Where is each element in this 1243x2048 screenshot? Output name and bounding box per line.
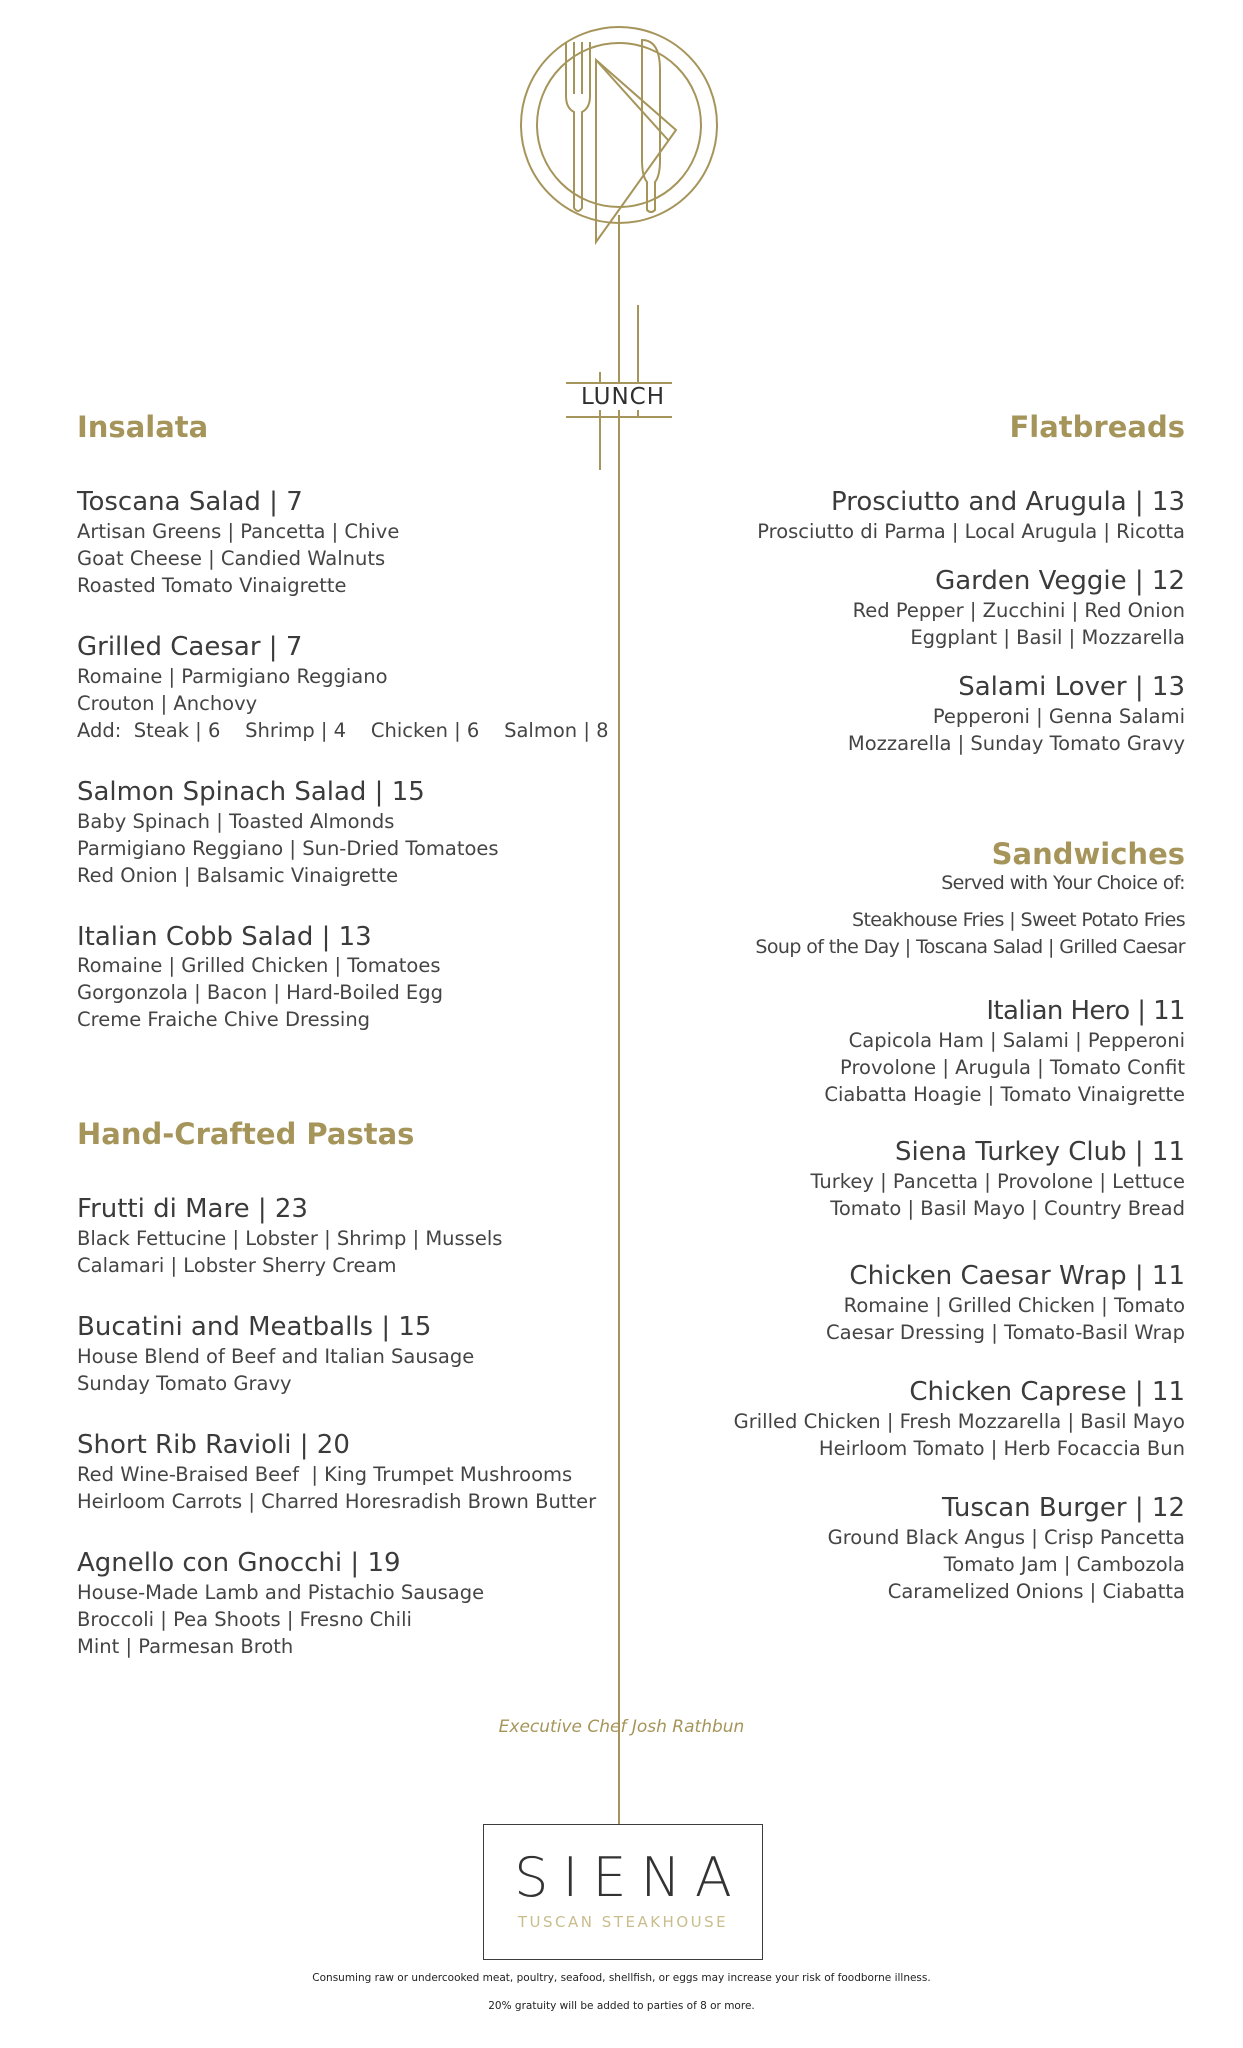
section-title: Flatbreads — [1009, 410, 1185, 444]
brand-logo — [483, 1824, 763, 1960]
item-name: Agnello con Gnocchi | 19 — [77, 1548, 401, 1579]
menu-item — [625, 1138, 1185, 1222]
menu-item — [625, 1262, 1185, 1346]
item-description: Red Pepper | Zucchini | Red Onion — [852, 598, 1185, 622]
item-name: Frutti di Mare | 23 — [77, 1194, 308, 1225]
menu-item — [77, 923, 637, 1034]
item-description: Heirloom Tomato | Herb Focaccia Bun — [818, 1437, 1185, 1461]
executive-chef-credit: Executive Chef Josh Rathbun — [498, 1717, 745, 1737]
item-description: Goat Cheese | Candied Walnuts — [77, 546, 386, 570]
brand-name: SIENA — [514, 1846, 746, 1909]
right-column — [625, 412, 1185, 1605]
item-name: Salami Lover | 13 — [958, 671, 1185, 702]
section-flatbreads — [625, 412, 1185, 757]
item-description: Romaine | Grilled Chicken | Tomato — [843, 1294, 1185, 1318]
section-sandwiches — [625, 836, 1185, 1605]
menu-item — [77, 1431, 637, 1515]
menu-item — [625, 567, 1185, 651]
item-name: Garden Veggie | 12 — [935, 565, 1185, 596]
item-description: Parmigiano Reggiano | Sun-Dried Tomatoes — [77, 836, 499, 860]
item-description: Caramelized Onions | Ciabatta — [887, 1579, 1185, 1603]
item-description: Red Onion | Balsamic Vinaigrette — [77, 863, 399, 887]
item-name: Salmon Spinach Salad | 15 — [77, 776, 425, 807]
item-description: Prosciutto di Parma | Local Arugula | Ricotta — [757, 519, 1185, 543]
item-description: Capicola Ham | Salami | Pepperoni — [848, 1029, 1185, 1053]
menu-label: LUNCH — [568, 384, 678, 410]
item-description: Sunday Tomato Gravy — [77, 1372, 292, 1396]
item-description: Tomato Jam | Cambozola — [943, 1552, 1185, 1576]
item-description: House-Made Lamb and Pistachio Sausage — [77, 1580, 485, 1604]
left-column — [77, 412, 637, 1660]
section-title: Hand-Crafted Pastas — [77, 1117, 415, 1152]
item-name: Toscana Salad | 7 — [77, 486, 303, 517]
menu-item — [77, 1549, 637, 1660]
item-description: House Blend of Beef and Italian Sausage — [77, 1345, 475, 1369]
item-name: Tuscan Burger | 12 — [941, 1493, 1185, 1524]
item-addons: Add: Steak | 6 Shrimp | 4 Chicken | 6 Salmon | 8 — [77, 718, 609, 742]
item-description: Gorgonzola | Bacon | Hard-Boiled Egg — [77, 981, 443, 1005]
section-title: Insalata — [77, 410, 209, 444]
section-title: Sandwiches — [991, 836, 1185, 871]
item-description: Heirloom Carrots | Charred Horesradish Brown Butter — [77, 1490, 597, 1514]
plate-fork-knife-icon — [521, 27, 717, 242]
item-name: Chicken Caprese | 11 — [909, 1377, 1185, 1408]
item-description: Artisan Greens | Pancetta | Chive — [77, 519, 400, 543]
item-description: Broccoli | Pea Shoots | Fresno Chili — [77, 1607, 412, 1631]
item-name: Chicken Caesar Wrap | 11 — [849, 1261, 1185, 1292]
food-safety-disclaimer: Consuming raw or undercooked meat, poultry, seafood, shellfish, or eggs may increase your risk of foodborne illness. — [312, 1972, 931, 1984]
menu-item — [625, 488, 1185, 545]
side-options — [625, 907, 1185, 961]
item-description: Roasted Tomato Vinaigrette — [77, 573, 347, 597]
item-description: Turkey | Pancetta | Provolone | Lettuce — [810, 1170, 1185, 1194]
side-option-line: Steakhouse Fries | Sweet Potato Fries — [852, 909, 1185, 932]
item-description: Crouton | Anchovy — [77, 691, 258, 715]
menu-item — [625, 673, 1185, 757]
item-name: Grilled Caesar | 7 — [77, 631, 303, 662]
item-description: Red Wine-Braised Beef | King Trumpet Mushrooms — [77, 1463, 573, 1487]
item-description: Ciabatta Hoagie | Tomato Vinaigrette — [824, 1083, 1185, 1107]
section-pastas — [77, 1119, 637, 1659]
item-name: Italian Cobb Salad | 13 — [77, 921, 372, 952]
menu-item — [625, 1494, 1185, 1605]
menu-item — [77, 1195, 637, 1279]
item-description: Pepperoni | Genna Salami — [932, 704, 1185, 728]
gratuity-note: 20% gratuity will be added to parties of 8 or more. — [488, 2000, 755, 2012]
item-name: Siena Turkey Club | 11 — [894, 1137, 1185, 1168]
item-name: Short Rib Ravioli | 20 — [77, 1430, 350, 1461]
item-description: Romaine | Grilled Chicken | Tomatoes — [77, 954, 441, 978]
item-name: Bucatini and Meatballs | 15 — [77, 1312, 432, 1343]
item-description: Provolone | Arugula | Tomato Confit — [840, 1056, 1185, 1080]
menu-item — [77, 488, 637, 599]
served-with-note: Served with Your Choice of: — [941, 872, 1185, 895]
brand-tagline: TUSCAN STEAKHOUSE — [517, 1913, 729, 1931]
item-description: Creme Fraiche Chive Dressing — [77, 1008, 371, 1032]
item-description: Ground Black Angus | Crisp Pancetta — [827, 1525, 1185, 1549]
item-description: Grilled Chicken | Fresh Mozzarella | Basil Mayo — [733, 1410, 1185, 1434]
item-description: Calamari | Lobster Sherry Cream — [77, 1254, 397, 1278]
menu-item — [625, 1378, 1185, 1462]
item-description: Eggplant | Basil | Mozzarella — [910, 625, 1185, 649]
item-description: Black Fettucine | Lobster | Shrimp | Mussels — [77, 1227, 503, 1251]
menu-item — [77, 1313, 637, 1397]
item-name: Prosciutto and Arugula | 13 — [831, 486, 1185, 517]
menu-item — [77, 633, 637, 744]
item-name: Italian Hero | 11 — [986, 996, 1185, 1027]
section-insalata — [77, 412, 637, 1033]
item-description: Romaine | Parmigiano Reggiano — [77, 664, 388, 688]
side-option-line: Soup of the Day | Toscana Salad | Grilled Caesar — [755, 936, 1185, 959]
item-description: Baby Spinach | Toasted Almonds — [77, 809, 395, 833]
menu-item — [625, 997, 1185, 1108]
item-description: Mozzarella | Sunday Tomato Gravy — [847, 731, 1185, 755]
item-description: Mint | Parmesan Broth — [77, 1634, 294, 1658]
menu-item — [77, 778, 637, 889]
item-description: Caesar Dressing | Tomato-Basil Wrap — [826, 1321, 1185, 1345]
item-description: Tomato | Basil Mayo | Country Bread — [830, 1197, 1185, 1221]
